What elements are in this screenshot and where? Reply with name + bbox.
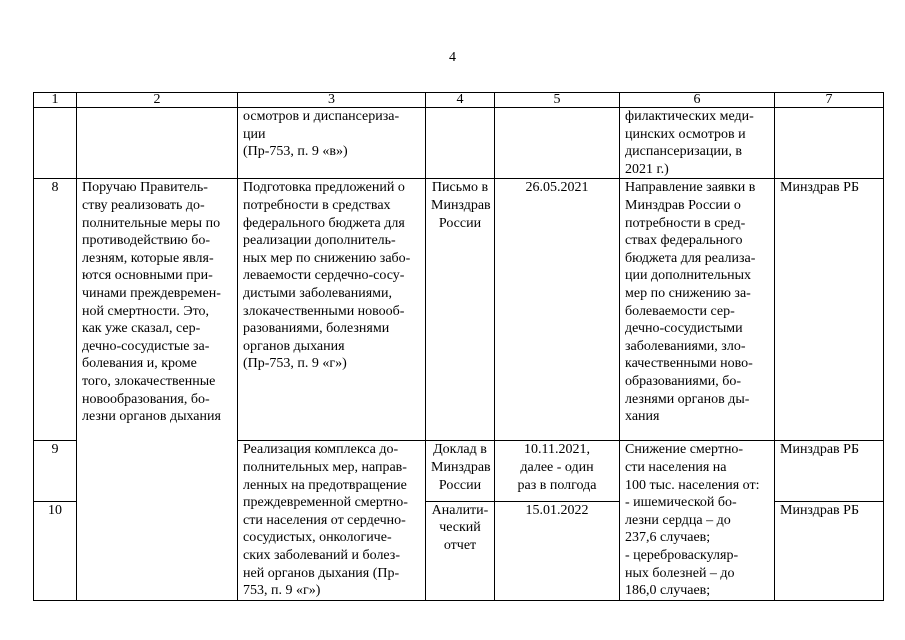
header-cell: 6 (620, 93, 775, 108)
deadline: 15.01.2022 (495, 501, 620, 600)
deadline: 10.11.2021, далее - один раз в полгода (495, 441, 620, 502)
header-row (34, 93, 884, 108)
header-cell: 7 (775, 93, 884, 108)
page-number: 4 (449, 50, 456, 65)
deadline: 26.05.2021 (495, 179, 620, 441)
continuation-task-text: осмотров и диспансериза- ции (Пр-753, п. 9 «в») (238, 108, 426, 179)
responsible-org: Минздрав РБ (775, 501, 884, 600)
report-form: Аналити- ческий отчет (426, 501, 495, 600)
responsible-org: Минздрав РБ (775, 441, 884, 502)
task-text: Реализация комплекса до- полнительных мер, направ- ленных на предотвращение преждевременной смертно- сти населения от сердечно- сосудистых, онкологиче- ских заболеваний и болез- ней органов дыхания (Пр- 753, п. 9 «г») (238, 441, 426, 600)
cell-empty (426, 108, 495, 179)
cell-empty (34, 108, 77, 179)
action-plan-table (33, 92, 884, 601)
report-form: Доклад в Минздрав России (426, 441, 495, 502)
responsible-org: Минздрав РБ (775, 179, 884, 441)
report-form: Письмо в Минздрав России (426, 179, 495, 441)
header-cell: 3 (238, 93, 426, 108)
header-cell: 1 (34, 93, 77, 108)
task-text: Подготовка предложений о потребности в средствах федерального бюджета для реализации дополнитель- ных мер по снижению забо- леваемости сердечно-сосу- дистыми заболеваниями, злокачественными новооб- разованиями, болезнями органов дыхания (Пр-753, п. 9 «г») (238, 179, 426, 441)
header-cell: 2 (77, 93, 238, 108)
cell-empty (775, 108, 884, 179)
cell-empty (495, 108, 620, 179)
row-number: 10 (34, 501, 77, 600)
cell-empty (77, 108, 238, 179)
instruction-text: Поручаю Правитель- ству реализовать до- полнительные меры по противодействию бо- лезням, которые явля- ются основными при- чинами преждевремен- ной смертности. Это, как уже сказал, сер- дечно-сосудистые за- болевания и, кроме того, злокачественные новообразования, бо- лезни органов дыхания (77, 179, 238, 600)
continuation-row (34, 108, 884, 179)
expected-result: Снижение смертно- сти населения на 100 тыс. населения от: - ишемической бо- лезни сердца – до 237,6 случаев; - цереброваскуляр- ных болезней – до 186,0 случаев; (620, 441, 775, 600)
table-row-8 (34, 179, 884, 441)
header-cell: 5 (495, 93, 620, 108)
row-number: 8 (34, 179, 77, 441)
continuation-result-text: филактических меди- цинских осмотров и диспансеризации, в 2021 г.) (620, 108, 775, 179)
row-number: 9 (34, 441, 77, 502)
expected-result: Направление заявки в Минздрав России о потребности в сред- ствах федерального бюджета для реализа- ции дополнительных мер по снижению за- болеваемости сер- дечно-сосудистыми заболеваниями, зло- качественными ново- образованиями, бо- лезнями органов ды- хания (620, 179, 775, 441)
header-cell: 4 (426, 93, 495, 108)
